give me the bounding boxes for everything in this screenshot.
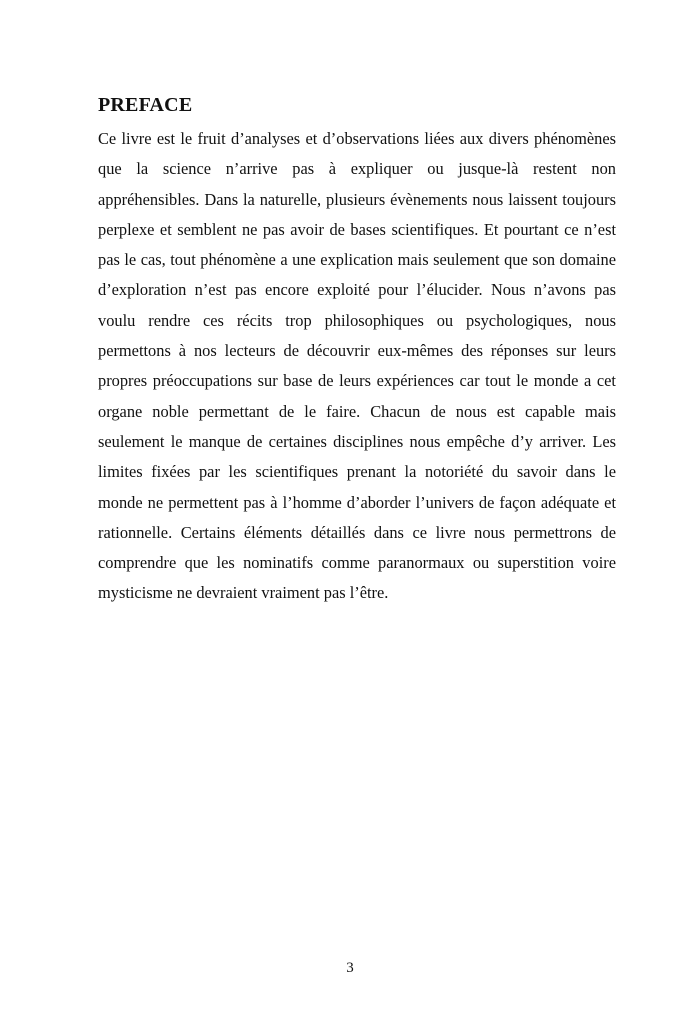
paragraph-line: limites fixées par les scientifiques prenant la notoriété du savoir dans le xyxy=(98,462,616,482)
paragraph-line: voulu rendre ces récits trop philosophiques ou psychologiques, nous xyxy=(98,310,616,330)
section-heading: PREFACE xyxy=(98,94,193,116)
paragraph-line: d’exploration n’est pas encore exploité pour l’élucider. Nous n’avons pas xyxy=(98,280,616,300)
paragraph-line: propres préoccupations sur base de leurs expériences car tout le monde a cet xyxy=(98,371,616,391)
paragraph-line: comprendre que les nominatifs comme paranormaux ou superstition voire xyxy=(98,553,616,573)
paragraph-line: permettons à nos lecteurs de découvrir eux-mêmes des réponses sur leurs xyxy=(98,341,616,361)
page-number: 3 xyxy=(346,960,354,976)
preface-paragraph xyxy=(98,124,616,609)
paragraph-line: perplexe et semblent ne pas avoir de bases scientifiques. Et pourtant ce n’est xyxy=(98,219,616,239)
paragraph-line: que la science n’arrive pas à expliquer ou jusque-là restent non xyxy=(98,159,616,179)
paragraph-line: seulement le manque de certaines disciplines nous empêche d’y arriver. Les xyxy=(98,431,616,451)
paragraph-line: monde ne permettent pas à l’homme d’aborder l’univers de façon adéquate et xyxy=(98,492,616,512)
paragraph-line: rationnelle. Certains éléments détaillés dans ce livre nous permettrons de xyxy=(98,522,616,542)
page-content xyxy=(98,90,616,609)
paragraph-line: appréhensibles. Dans la naturelle, plusieurs évènements nous laissent toujours xyxy=(98,189,616,209)
paragraph-line: Ce livre est le fruit d’analyses et d’observations liées aux divers phénomènes xyxy=(98,129,616,148)
paragraph-line: organe noble permettant de le faire. Chacun de nous est capable mais xyxy=(98,401,616,421)
paragraph-line: mysticisme ne devraient vraiment pas l’être. xyxy=(98,583,389,603)
paragraph-line: pas le cas, tout phénomène a une explication mais seulement que son domaine xyxy=(98,250,616,270)
